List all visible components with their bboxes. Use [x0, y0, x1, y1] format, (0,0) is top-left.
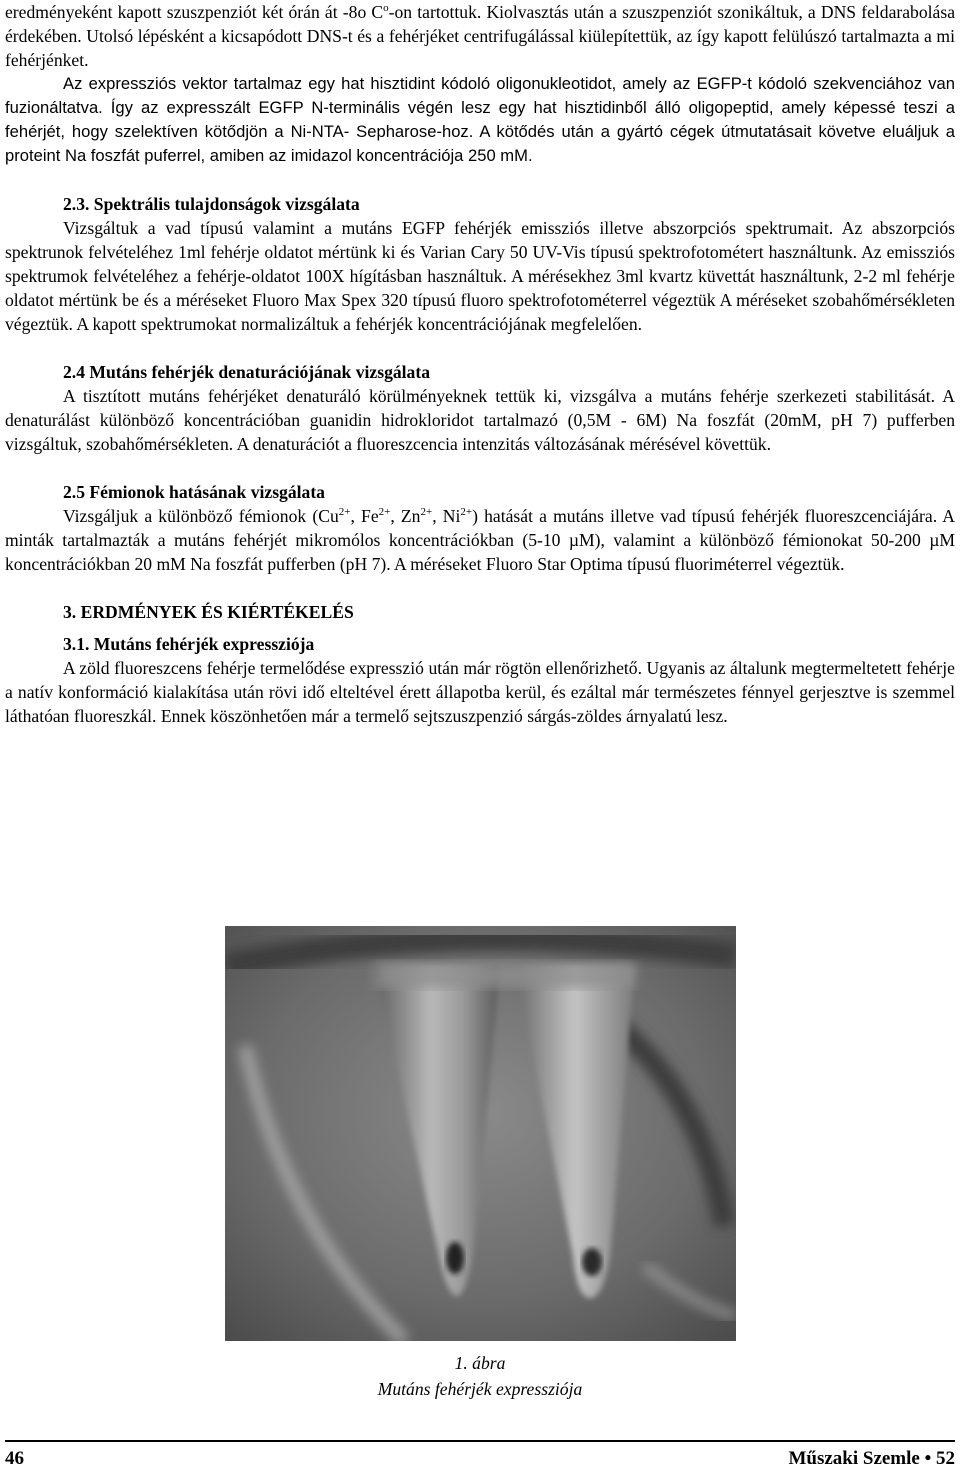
- charge-sup-cu: 2+: [338, 506, 351, 519]
- charge-sup-ni: 2+: [460, 506, 473, 519]
- metal-text-5: ) hatását a mutáns illetve vad típusú fehérjék fluoreszcenciájára. A minták tartalmazták a mutáns fehérjét mikromólos koncentrációkban (5-10 µM), valamint a különböző fémionokat 50-200 µM koncentrációkban 20 mM Na foszfát pufferben (pH 7). A méréseket Fluoro Star Optima típusú fluoriméterrel végeztük.: [5, 506, 956, 574]
- heading-2-3: 2.3. Spektrális tulajdonságok vizsgálata: [63, 194, 360, 214]
- paragraph-vector: Az expressziós vektor tartalmaz egy hat hisztidint kódoló oligonukleotidot, amely az EGFP-t kódoló szekvenciához van fuzionáltatva. Így az expresszált EGFP N-terminális végén lesz egy hat hisztidinből álló oligopeptid, amely képessé teszi a fehérjét, hogy szelektíven kötődjön a Ni-NTA- Sepharose-hoz. A kötődés után a gyártó cégek útmutatásait követve eluáljuk a proteint Na foszfát puferrel, amiben az imidazol koncentrációja 250 mM.: [5, 74, 955, 165]
- tubes-photo-image: [225, 926, 736, 1341]
- page-number: 46: [5, 1448, 24, 1469]
- charge-sup-zn: 2+: [420, 506, 433, 519]
- paragraph-2-4: A tisztított mutáns fehérjéket denaturáló körülményeknek tettük ki, vizsgálva a mutáns fehérje szerkezeti stabilitását. A denaturálást különböző koncentrációban guanidin hidrokloridot tartalmazó (0,5M - 6M) Na foszfát (20mM, pH 7) pufferben vizsgáltuk, szobahőmérsékleten. A denaturációt a fluoreszcencia intenzitás változásának mérésével követtük.: [5, 386, 955, 454]
- heading-3-1: 3.1. Mutáns fehérjék expressziója: [63, 634, 315, 654]
- degree-sup: o: [383, 2, 389, 15]
- paragraph-intro: [5, 0, 955, 72]
- paragraph-2-3: Vizsgáltuk a vad típusú valamint a mutáns EGFP fehérjék emissziós illetve abszorpciós spektrumait. Az abszorpciós spektrunok felvételéhez 1ml fehérje oldatot mértünk ki és Varian Cary 50 UV-Vis típusú spektrofotométert használtunk. Az emissziós spektrumok felvételéhez a fehérje-oldatot 100X hígításban használtuk. A mérésekhez 3ml kvartz küvettát használtunk, 2-2 ml fehérje oldatot mértünk be és a méréseket Fluoro Max Spex 320 típusú fluoro spektrofotométerrel végeztük A méréseket szobahőmérsékleten végeztük. A kapott spektrumokat normalizáltuk a fehérjék koncentrációjának megfelelően.: [5, 218, 955, 334]
- charge-sup-fe: 2+: [378, 506, 391, 519]
- metal-text-4: , Ni: [432, 506, 461, 526]
- intro-text-b: -on tartottuk. Kiolvasztás után a szuszpenziót szonikáltuk, a DNS feldarabolása érdekében. Utolsó lépésként a kicsapódott DNS-t és a fehérjéket centrifugálással kiülepítettük, az így kapott felülúszó tartalmazta a mi fehérjénket.: [5, 2, 955, 70]
- footer-divider: [5, 1440, 955, 1442]
- figure-number: 1. ábra: [454, 1353, 506, 1373]
- journal-footer: Műszaki Szemle • 52: [788, 1448, 955, 1469]
- heading-3: 3. ERDMÉNYEK ÉS KIÉRTÉKELÉS: [63, 602, 354, 622]
- heading-2-5: 2.5 Fémionok hatásának vizsgálata: [63, 482, 325, 502]
- heading-2-4: 2.4 Mutáns fehérjék denaturációjának vizsgálata: [63, 362, 431, 382]
- paragraph-2-5: [5, 504, 955, 576]
- body-text-top: [5, 0, 955, 728]
- figure-photo: [225, 926, 736, 1341]
- metal-text-2: , Fe: [350, 506, 379, 526]
- metal-text-1: Vizsgáljuk a különböző fémionok (Cu: [63, 506, 339, 526]
- figure-caption: Mutáns fehérjék expressziója: [377, 1379, 583, 1399]
- metal-text-3: , Zn: [390, 506, 421, 526]
- intro-text-a: eredményeként kapott szuszpenziót két órán át -8o C: [5, 2, 384, 22]
- paragraph-3-1: A zöld fluoreszcens fehérje termelődése expresszió után már rögtön ellenőrizhető. Ugyanis az általunk megtermeltetett fehérje a natív konformáció kialakítása után rövi idő elteltével érett állapotba kerül, és ezáltal már természetes fénnyel gerjesztve is szemmel láthatóan fluoreszkál. Ennek köszönhetően már a termelő sejtszuszpenzió sárgás-zöldes árnyalatú lesz.: [5, 658, 955, 726]
